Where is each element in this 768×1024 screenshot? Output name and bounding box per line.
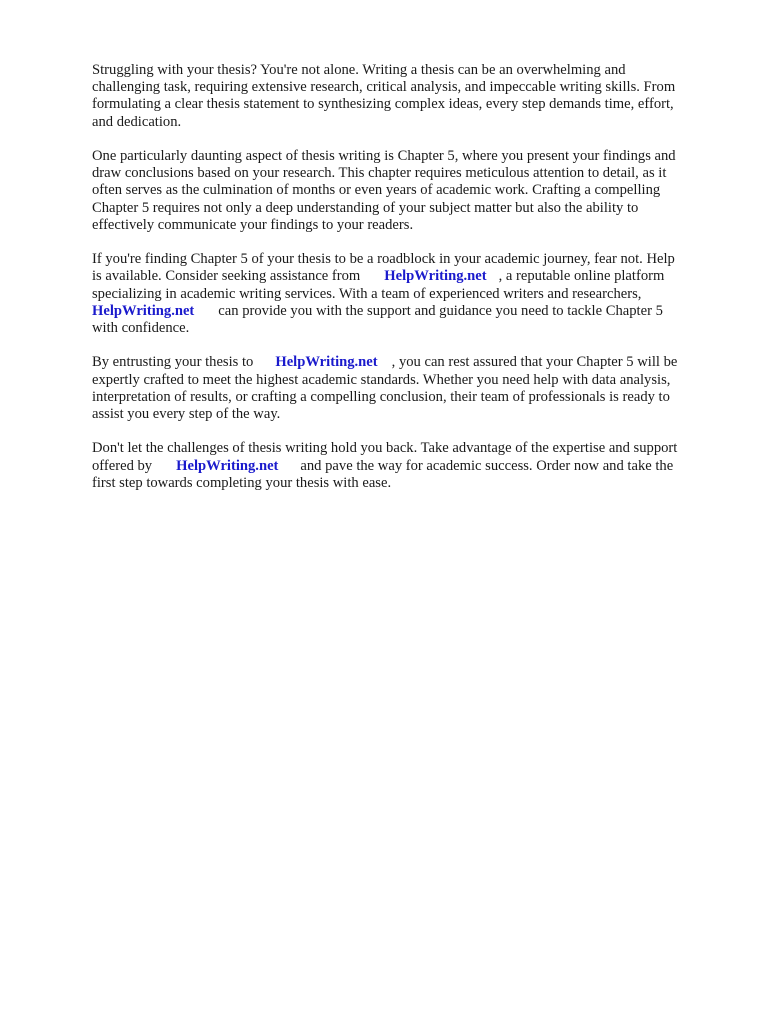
text-line xyxy=(92,354,732,371)
helpwriting-link[interactable]: HelpWriting.net xyxy=(92,302,195,319)
text-line xyxy=(92,458,732,475)
text-line: challenging task, requiring extensive research, critical analysis, and impeccable writing skills. From xyxy=(92,79,676,96)
text-line: effectively communicate your findings to your readers. xyxy=(92,216,414,233)
text-segment: is available. Consider seeking assistance from xyxy=(92,268,361,285)
text-line: assist you every step of the way. xyxy=(92,406,281,423)
text-line: One particularly daunting aspect of thesis writing is Chapter 5, where you present your findings and xyxy=(92,148,676,164)
paragraph-entrust xyxy=(92,354,732,423)
text-segment: , a reputable online platform xyxy=(498,268,665,285)
text-line: interpretation of results, or crafting a compelling conclusion, their team of professionals is ready to xyxy=(92,388,670,405)
paragraph-chapter5 xyxy=(92,148,732,234)
text-segment: , you can rest assured that your Chapter 5 will be xyxy=(391,354,678,371)
text-line: with confidence. xyxy=(92,320,190,337)
text-segment: can provide you with the support and guidance you need to tackle Chapter 5 xyxy=(218,302,663,319)
paragraph-help xyxy=(92,251,732,337)
text-line: often serves as the culmination of months or even years of academic work. Crafting a compelling xyxy=(92,182,661,199)
text-line: Don't let the challenges of thesis writing hold you back. Take advantage of the expertise and support xyxy=(92,440,678,457)
text-segment: and pave the way for academic success. Order now and take the xyxy=(300,457,674,474)
text-line: expertly crafted to meet the highest academic standards. Whether you need help with data analysis, xyxy=(92,371,671,388)
paragraph-closing xyxy=(92,440,732,492)
paragraph-intro xyxy=(92,62,732,131)
text-line: Chapter 5 requires not only a deep understanding of your subject matter but also the ability to xyxy=(92,199,639,216)
helpwriting-link[interactable]: HelpWriting.net xyxy=(384,268,487,285)
helpwriting-link[interactable]: HelpWriting.net xyxy=(176,457,279,474)
text-line: Struggling with your thesis? You're not alone. Writing a thesis can be an overwhelming and xyxy=(92,62,626,78)
text-line: formulating a clear thesis statement to synthesizing complex ideas, every step demands time, effort, xyxy=(92,96,674,113)
text-line xyxy=(92,303,732,320)
text-line: and dedication. xyxy=(92,113,182,130)
helpwriting-link[interactable]: HelpWriting.net xyxy=(275,354,378,371)
document-body xyxy=(92,62,732,509)
text-line: draw conclusions based on your research. This chapter requires meticulous attention to detail, as it xyxy=(92,165,667,182)
text-segment: By entrusting your thesis to xyxy=(92,354,254,371)
text-line: If you're finding Chapter 5 of your thesis to be a roadblock in your academic journey, fear not. Help xyxy=(92,251,675,268)
text-line: specializing in academic writing services. With a team of experienced writers and researchers, xyxy=(92,285,642,302)
text-segment: offered by xyxy=(92,457,153,474)
text-line: first step towards completing your thesis with ease. xyxy=(92,474,392,491)
text-line xyxy=(92,268,732,285)
